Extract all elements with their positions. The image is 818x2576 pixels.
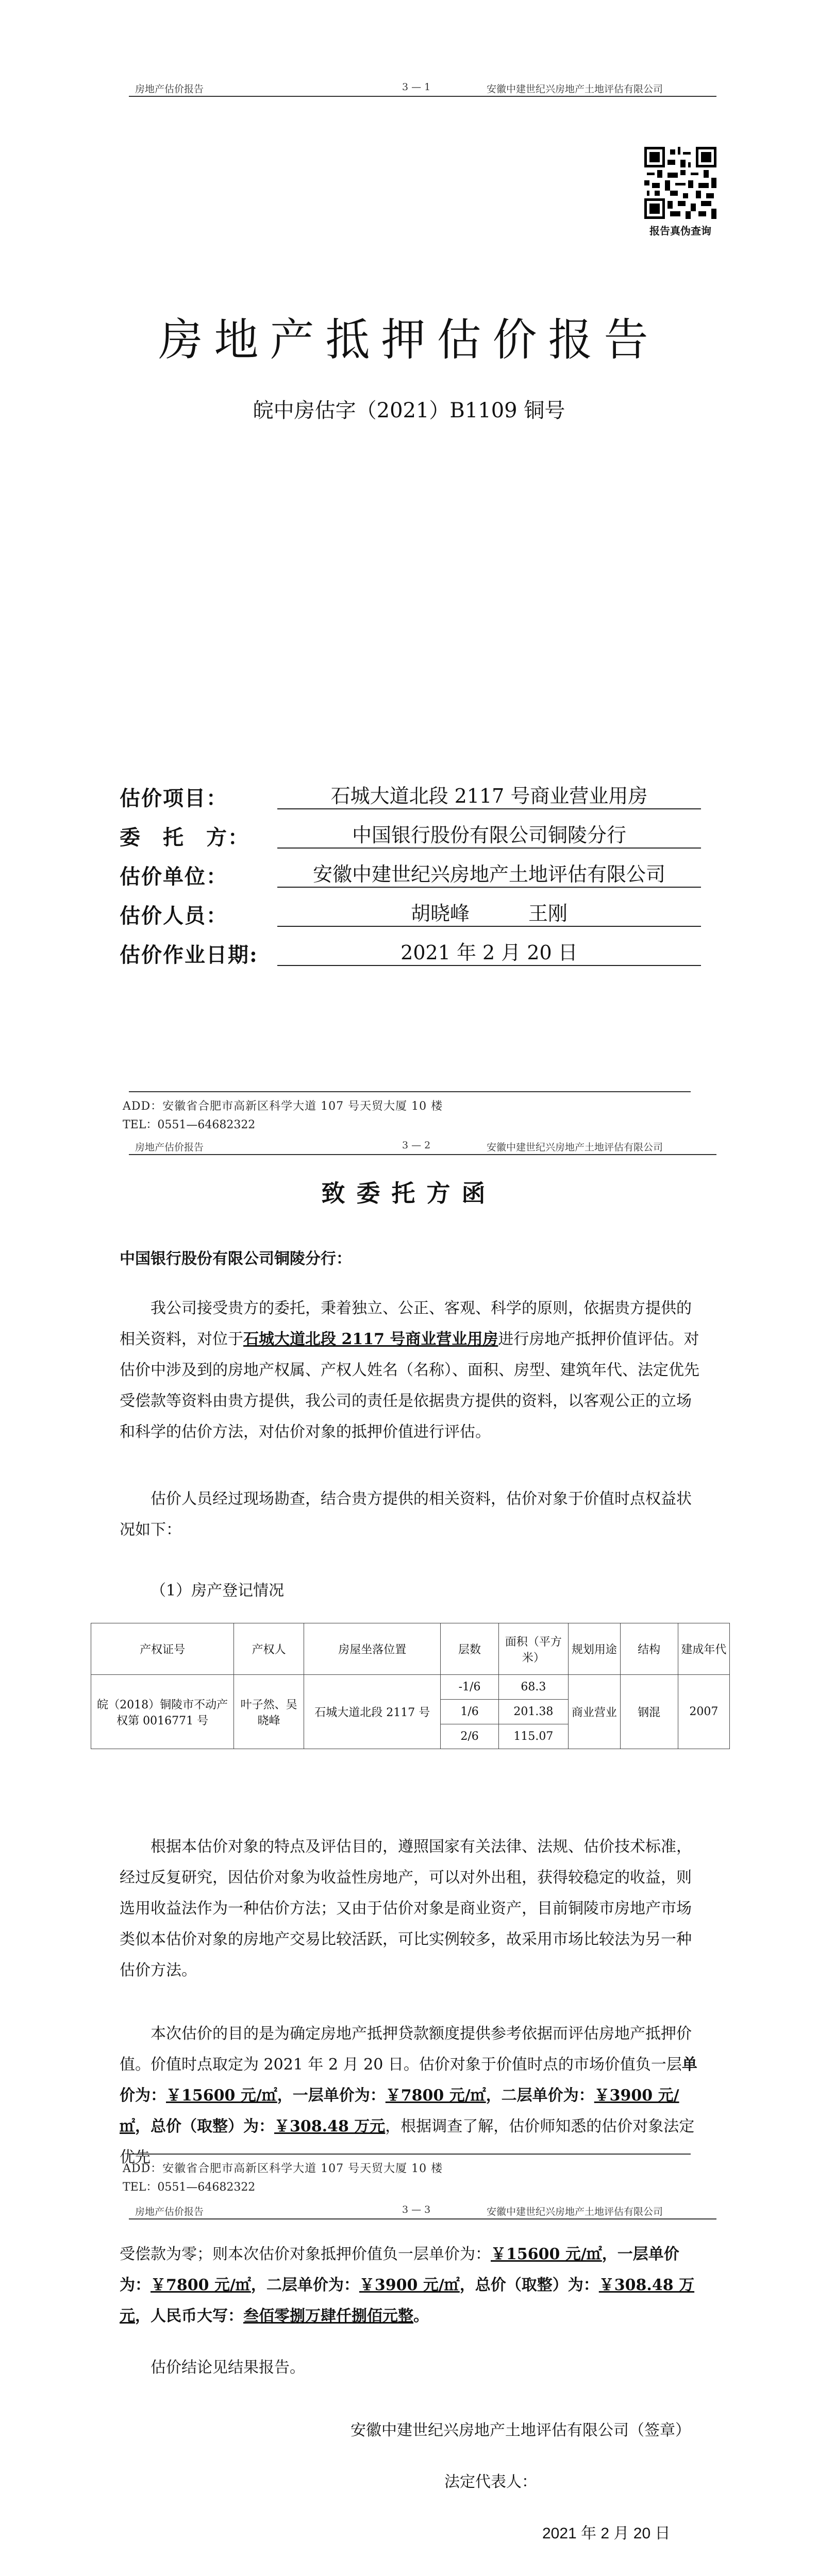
- letter-p1-subject: 石城大道北段 2117 号商业营业用房: [243, 1330, 498, 1348]
- table-cell-area: 115.07: [498, 1724, 569, 1749]
- field-label-appraisers: 估价人员：: [120, 904, 228, 928]
- table-header: 层数: [441, 1623, 498, 1675]
- header-rule: [129, 1154, 716, 1155]
- letter-paragraph-2: 估价人员经过现场勘查，结合贵方提供的相关资料，估价对象于价值时点权益状况如下：: [120, 1490, 692, 1539]
- letter-paragraph-1: [120, 1293, 702, 1448]
- letter-paragraph-5: [120, 2239, 702, 2332]
- table-cell-location: 石城大道北段 2117 号: [304, 1675, 441, 1749]
- qr-code-image: [644, 147, 716, 219]
- letter-paragraph-6: 估价结论见结果报告。: [151, 2359, 305, 2377]
- table-cell-area: 201.38: [498, 1700, 569, 1724]
- footer-tel: TEL：0551—64682322: [123, 1118, 256, 1131]
- page-number: 3 — 2: [402, 1140, 431, 1151]
- letter-p4-c1: ，总价（取整）为：: [135, 2117, 274, 2136]
- table-cell-use: 商业营业: [569, 1675, 620, 1749]
- table-cell-structure: 钢混: [620, 1675, 678, 1749]
- footer-rule: [129, 2154, 691, 2155]
- footer-tel: TEL：0551—64682322: [123, 2181, 256, 2194]
- table-header: 结构: [620, 1623, 678, 1675]
- page-header-right: 安徽中建世纪兴房地产土地评估有限公司: [487, 2206, 663, 2217]
- table-cell-cert: 皖（2018）铜陵市不动产权第 0016771 号: [91, 1675, 234, 1749]
- table-cell-floor: 1/6: [441, 1700, 498, 1724]
- field-value-appraiser-unit: 安徽中建世纪兴房地产土地评估有限公司: [277, 858, 701, 888]
- letter-p4-b1: 单价为：: [120, 2056, 697, 2105]
- letter-p5-a: 受偿款为零；则本次估价对象抵押价值负一层单价为：: [120, 2245, 491, 2263]
- page-header-left: 房地产估价报告: [135, 1142, 204, 1153]
- header-rule: [129, 96, 716, 97]
- letter-p5-c: ，一层单价为：: [120, 2245, 679, 2294]
- field-label-project: 估价项目：: [120, 786, 228, 810]
- letter-p4-c3: ，根据调查了解，估价师知悉的估价对象法定优先: [120, 2117, 695, 2166]
- letter-paragraph-4: [120, 2019, 702, 2173]
- footer-address: ADD：安徽省合肥市高新区科学大道 107 号天贸大厦 10 楼: [123, 2162, 443, 2175]
- letter-p4-a: 本次估价的目的是为确定房地产抵押贷款额度提供参考依据而评估房地产抵押价值。价值时点取定为 2021 年 2 月 20 日。估价对象于价值时点的市场价值负一层: [120, 2025, 692, 2074]
- letter-p4-b6: ￥3900 元/㎡: [120, 2087, 679, 2136]
- footer-address: ADD：安徽省合肥市高新区科学大道 107 号天贸大厦 10 楼: [123, 1100, 443, 1113]
- table-cell-owner: 叶子然、吴晓峰: [234, 1675, 304, 1749]
- report-number: 皖中房估字（2021）B1109 铜号: [253, 399, 565, 422]
- letter-paragraph-3: 根据本估价对象的特点及评估目的，遵照国家有关法律、法规、估价技术标准，经过反复研究，因估价对象为收益性房地产，可以对外出租，获得较稳定的收益，则选用收益法作为一种估价方法；又由于估价对象是商业资产，目前铜陵市房地产市场类似本估价对象的房地产交易比较活跃，可比实例较多，故采用市场比较法为另一种估价方法。: [120, 1838, 692, 1979]
- signature-legal-rep: 法定代表人：: [444, 2473, 537, 2491]
- table-header: 房屋坐落位置: [304, 1623, 441, 1675]
- table-header: 建成年代: [678, 1623, 729, 1675]
- letter-p4-b4: ￥7800 元/㎡: [385, 2087, 486, 2105]
- field-value-project: 石城大道北段 2117 号商业营业用房: [277, 780, 701, 809]
- field-value-client: 中国银行股份有限公司铜陵分行: [277, 819, 701, 849]
- signature-company: 安徽中建世纪兴房地产土地评估有限公司（签章）: [350, 2421, 691, 2439]
- letter-title: 致委托方函: [321, 1179, 497, 1207]
- letter-p4-b5: ，二层单价为：: [486, 2087, 594, 2105]
- page-number: 3 — 3: [402, 2204, 431, 2215]
- footer-rule: [129, 1091, 691, 1092]
- letter-p4-c2: ￥308.48 万元: [274, 2117, 386, 2136]
- field-label-client: 委 托 方：: [120, 825, 249, 850]
- field-value-appraisers: 胡晓峰 王刚: [277, 897, 701, 927]
- qr-code[interactable]: [644, 147, 716, 219]
- page-header-left: 房地产估价报告: [135, 83, 204, 95]
- letter-p5-b: ￥15600 元/㎡: [491, 2245, 602, 2263]
- page-header-left: 房地产估价报告: [135, 2206, 204, 2217]
- letter-p4-b3: ，一层单价为：: [277, 2087, 386, 2105]
- letter-p1-c: 进行房地产抵押价值评估。对估价中涉及到的房地产权属、产权人姓名（名称）、面积、房型、建筑年代、法定优先受偿款等资料由贵方提供，我公司的责任是依据贵方提供的资料，以客观公正的立场和科学的估价方法，对估价对象的抵押价值进行评估。: [120, 1330, 699, 1441]
- letter-p1-a: 我公司接受贵方的委托，秉着独立、公正、客观、科学的原则，依据贵方提供的相关资料，对位于: [120, 1299, 692, 1348]
- field-value-work-date: 2021 年 2 月 20 日: [277, 937, 701, 966]
- page-header-right: 安徽中建世纪兴房地产土地评估有限公司: [487, 83, 663, 95]
- table-cell-year: 2007: [678, 1675, 729, 1749]
- page-number: 3 — 1: [402, 81, 431, 93]
- letter-p5-h: ￥308.48 万元: [120, 2276, 695, 2325]
- letter-p5-e: ，二层单价为：: [251, 2276, 359, 2294]
- field-label-work-date: 估价作业日期:: [120, 943, 258, 967]
- field-label-appraiser-unit: 估价单位：: [120, 865, 228, 889]
- report-title: 房地产抵押估价报告: [158, 314, 660, 366]
- table-cell-area: 68.3: [498, 1675, 569, 1700]
- letter-p5-f: ￥3900 元/㎡: [359, 2276, 460, 2294]
- letter-p5-j: 叁佰零捌万肆仟捌佰元整: [243, 2307, 413, 2325]
- table-header: 产权人: [234, 1623, 304, 1675]
- letter-p5-g: ，总价（取整）为：: [459, 2276, 599, 2294]
- table-cell-floor: -1/6: [441, 1675, 498, 1700]
- letter-p5-k: 。: [413, 2307, 429, 2325]
- letter-p5-i: ，人民币大写：: [135, 2307, 243, 2325]
- page-header-right: 安徽中建世纪兴房地产土地评估有限公司: [487, 1142, 663, 1153]
- header-rule: [129, 2218, 716, 2219]
- letter-p4-b2: ￥15600 元/㎡: [166, 2087, 277, 2105]
- table-header: 产权证号: [91, 1623, 234, 1675]
- registration-title: （1）房产登记情况: [151, 1582, 285, 1600]
- signature-date: 2021 年 2 月 20 日: [542, 2525, 671, 2542]
- letter-p5-d: ￥7800 元/㎡: [151, 2276, 251, 2294]
- letter-recipient: 中国银行股份有限公司铜陵分行：: [120, 1250, 352, 1268]
- table-header: 规划用途: [569, 1623, 620, 1675]
- table-cell-floor: 2/6: [441, 1724, 498, 1749]
- qr-caption: 报告真伪查询: [649, 225, 711, 237]
- table-header: 面积（平方米）: [498, 1623, 569, 1675]
- registration-table: [91, 1623, 730, 1749]
